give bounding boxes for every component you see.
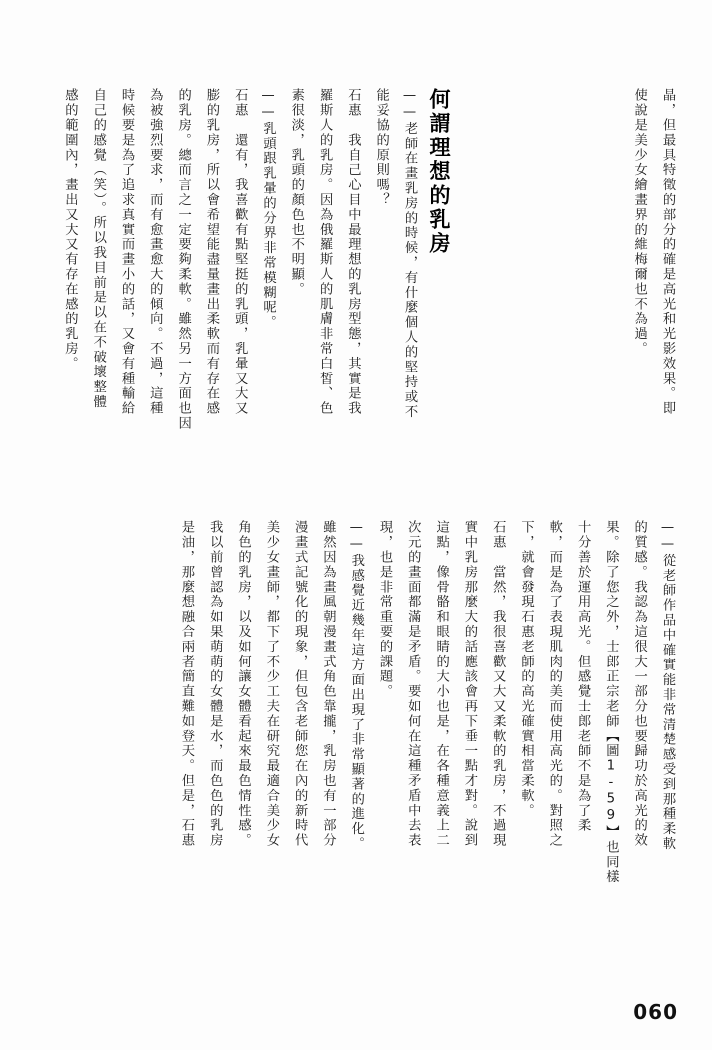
text-column: 我以前曾認為如果萌萌的女體是水，而色色的乳房 <box>207 520 223 848</box>
text-column: ——從老師作品中確實能非常清楚感受到那種柔軟 <box>660 520 675 852</box>
text-column: ——乳頭跟乳暈的分界非常模糊呢。 <box>260 88 276 330</box>
text-column: 為被強烈要求，而有愈畫愈大的傾向。不過，這種 <box>147 88 163 416</box>
text-column: ——老師在畫乳房的時候，有什麼個人的堅持或不 <box>402 88 417 420</box>
text-column: 能妥協的原則嗎？ <box>373 88 389 208</box>
body-lower-columns <box>165 520 674 940</box>
text-column: 這點，像骨骼和眼睛的大小也是，在各種意義上二 <box>433 520 449 848</box>
text-column: 美少女畫師，都下了不少工夫在研究最適合美少女 <box>263 520 279 848</box>
text-column: 石惠 還有，我喜歡有點堅挺的乳頭，乳暈又大又 <box>232 88 248 416</box>
page-number: 060 <box>633 1000 678 1024</box>
text-column: 軟，而是為了表現肌肉的美而使用高光的。對照之 <box>546 520 562 848</box>
text-column: 自己的感覺（笑）。所以我目前是以在不破壞整體 <box>90 88 106 410</box>
text-column: 使說是美少女繪畫界的維梅爾也不為過。 <box>631 88 647 357</box>
section-heading-wrap <box>429 88 450 288</box>
text-column: 漫畫式記號化的現象，但包含老師您在內的新時代 <box>292 520 308 848</box>
text-column: 雖然因為畫風朝漫畫式角色靠攏，乳房也有一部分 <box>320 520 336 848</box>
text-column: 現，也是非常重要的課題。 <box>377 520 393 699</box>
text-column: 石惠 我自己心目中最理想的乳房型態，其實是我 <box>345 88 361 416</box>
text-column: 下，就會發現石惠老師的高光確實相當柔軟。 <box>518 520 534 818</box>
text-column: 石惠 當然，我很喜歡又大又柔軟的乳房，不過現 <box>490 520 506 848</box>
text-column: 素很淡，乳頭的顏色也不明顯。 <box>288 88 304 297</box>
top-text-block <box>617 88 674 418</box>
text-column: ——我感覺近幾年這方面出現了非常顯著的進化。 <box>348 520 364 852</box>
text-column: 膨的乳房，所以會希望能盡量畫出柔軟而有存在感 <box>203 88 219 416</box>
text-column: 感的範圍內，畫出又大又有存在感的乳房。 <box>62 88 78 372</box>
text-column: 晶，但最具特徵的部分的確是高光和光影效果。即 <box>660 88 675 416</box>
text-column: 果。除了您之外，士郎正宗老師【圖1-59】也同樣 <box>603 520 619 885</box>
text-column: 是油，那麼想融合兩者簡直難如登天。但是，石惠 <box>178 520 194 848</box>
text-column: 時候要是為了追求真實而畫小的話，又會有種輸給 <box>119 88 135 416</box>
text-column: 十分善於運用高光。但感覺士郎老師不是為了柔 <box>575 520 591 833</box>
text-column: 實中乳房那麼大的話應該會再下垂一點才對。說到 <box>461 520 477 848</box>
text-column: 次元的畫面都滿是矛盾。要如何在這種矛盾中去表 <box>405 520 421 848</box>
body-upper-columns <box>48 88 416 508</box>
text-column: 角色的乳房，以及如何讓女體看起來最色情性感。 <box>235 520 251 848</box>
text-column: 的乳房。總而言之一定要夠柔軟。雖然另一方面也因 <box>175 88 191 431</box>
text-column: 羅斯人的乳房。因為俄羅斯人的肌膚非常白皙、色 <box>317 88 333 416</box>
text-column: 的質感。我認為這很大一部分也要歸功於高光的效 <box>631 520 647 848</box>
section-heading: 何謂理想的乳房 <box>427 88 452 256</box>
